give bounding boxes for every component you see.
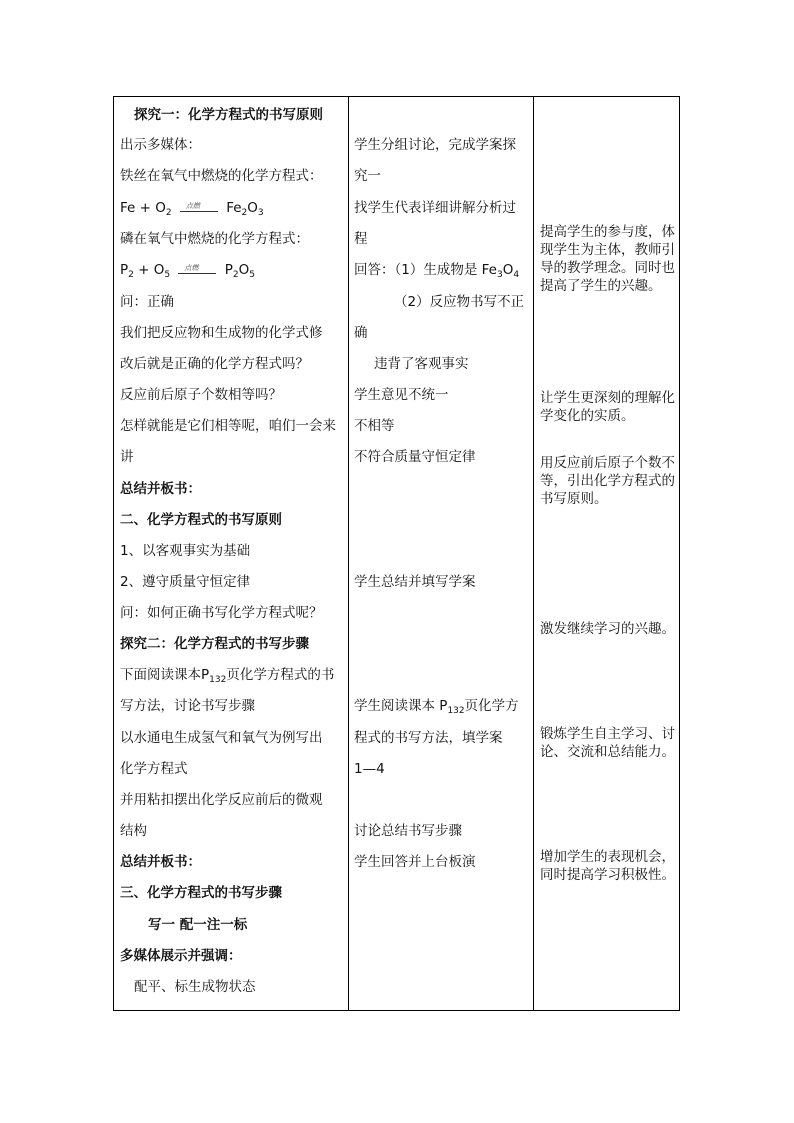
text-line: 学生分组讨论，完成学案探 [354,137,516,153]
column-divider-2 [533,97,534,1010]
text-line: 学生总结并填写学案 [354,574,476,590]
section-heading-explore-2: 探究二：化学方程式的书写步骤 [120,636,309,652]
text-line: 程 [354,231,368,247]
lesson-table [113,96,680,1011]
text-line: 1—4 [354,761,385,777]
text-line: 配平、标生成物状态 [134,979,256,995]
intent-paragraph: 用反应前后原子个数不等，引出化学方程式的书写原则。 [540,455,675,507]
text-line: 我们把反应物和生成物的化学式修 [120,325,323,341]
text-line: 学生回答并上台板演 [354,854,476,870]
reaction-arrow: 点燃 [180,202,218,214]
column-divider-1 [348,97,349,1010]
text-line: 化学方程式 [120,761,188,777]
text-line: 2、遵守质量守恒定律 [120,574,251,590]
section-heading-principles: 二、化学方程式的书写原则 [120,512,282,528]
text-line: 学生阅读课本 $P_{132}$页化学方 [354,698,519,716]
text-line: 下面阅读课本$P_{132}$页化学方程式的书 [120,667,335,685]
text-line: 问：如何正确书写化学方程式呢？ [120,605,323,621]
summary-heading: 总结并板书： [120,481,201,497]
text-line: 反应前后原子个数相等吗？ [120,387,282,403]
text-line: 不符合质量守恒定律 [354,449,476,465]
intent-paragraph: 锻炼学生自主学习、讨论、交流和总结能力。 [540,726,675,760]
text-line: 讲 [120,449,134,465]
summary-heading: 总结并板书： [120,854,201,870]
section-heading-steps: 三、化学方程式的书写步骤 [120,885,282,901]
intent-paragraph: 激发继续学习的兴趣。 [540,621,675,637]
text-line: 改后就是正确的化学方程式吗？ [120,356,309,372]
text-line: （2）反应物书写不正 [394,294,525,310]
text-line: 不相等 [354,418,395,434]
text-line: 出示多媒体： [120,137,201,153]
text-line: 究一 [354,168,381,184]
text-line: 确 [354,325,368,341]
text-line: 回答：（1）生成物是 $Fe_3O_4$ [354,262,520,280]
text-line: 怎样就能是它们相等呢，咱们一会来 [120,418,336,434]
text-line: 问：正确 [120,294,174,310]
text-line: 违背了客观事实 [374,356,469,372]
intent-paragraph: 提高学生的参与度，体现学生为主体，教师引导的教学理念。同时也提高了学生的兴趣。 [540,224,675,294]
text-line: 并用粘扣摆出化学反应前后的微观 [120,792,323,808]
text-line: 程式的书写方法，填学案 [354,730,503,746]
text-line: 铁丝在氧气中燃烧的化学方程式： [120,168,323,184]
text-line: 结构 [120,823,147,839]
text-line: 磷在氧气中燃烧的化学方程式： [120,231,309,247]
section-heading-explore-1: 探究一：化学方程式的书写原则 [134,107,323,123]
text-line: 讨论总结书写步骤 [354,823,462,839]
text-line: 写方法，讨论书写步骤 [120,698,255,714]
text-line: 1、以客观事实为基础 [120,543,251,559]
multimedia-heading: 多媒体展示并强调： [120,948,242,964]
text-line: 找学生代表详细讲解分析过 [354,200,516,216]
equation-phosphorus-oxygen: $P_2 + O_5$ 点燃 $P_2O_5$ [120,262,256,280]
reaction-arrow: 点燃 [178,264,216,276]
intent-paragraph: 增加学生的表现机会，同时提高学习积极性。 [540,849,675,883]
equation-iron-oxygen: $Fe + O_2$ 点燃 $Fe_2O_3$ [120,200,264,218]
text-line: 以水通电生成氢气和氧气为例写出 [120,730,323,746]
text-line: 学生意见不统一 [354,387,449,403]
intent-paragraph: 让学生更深刻的理解化学变化的实质。 [540,390,675,424]
steps-sequence: 写一 配一注一标 [148,917,248,933]
